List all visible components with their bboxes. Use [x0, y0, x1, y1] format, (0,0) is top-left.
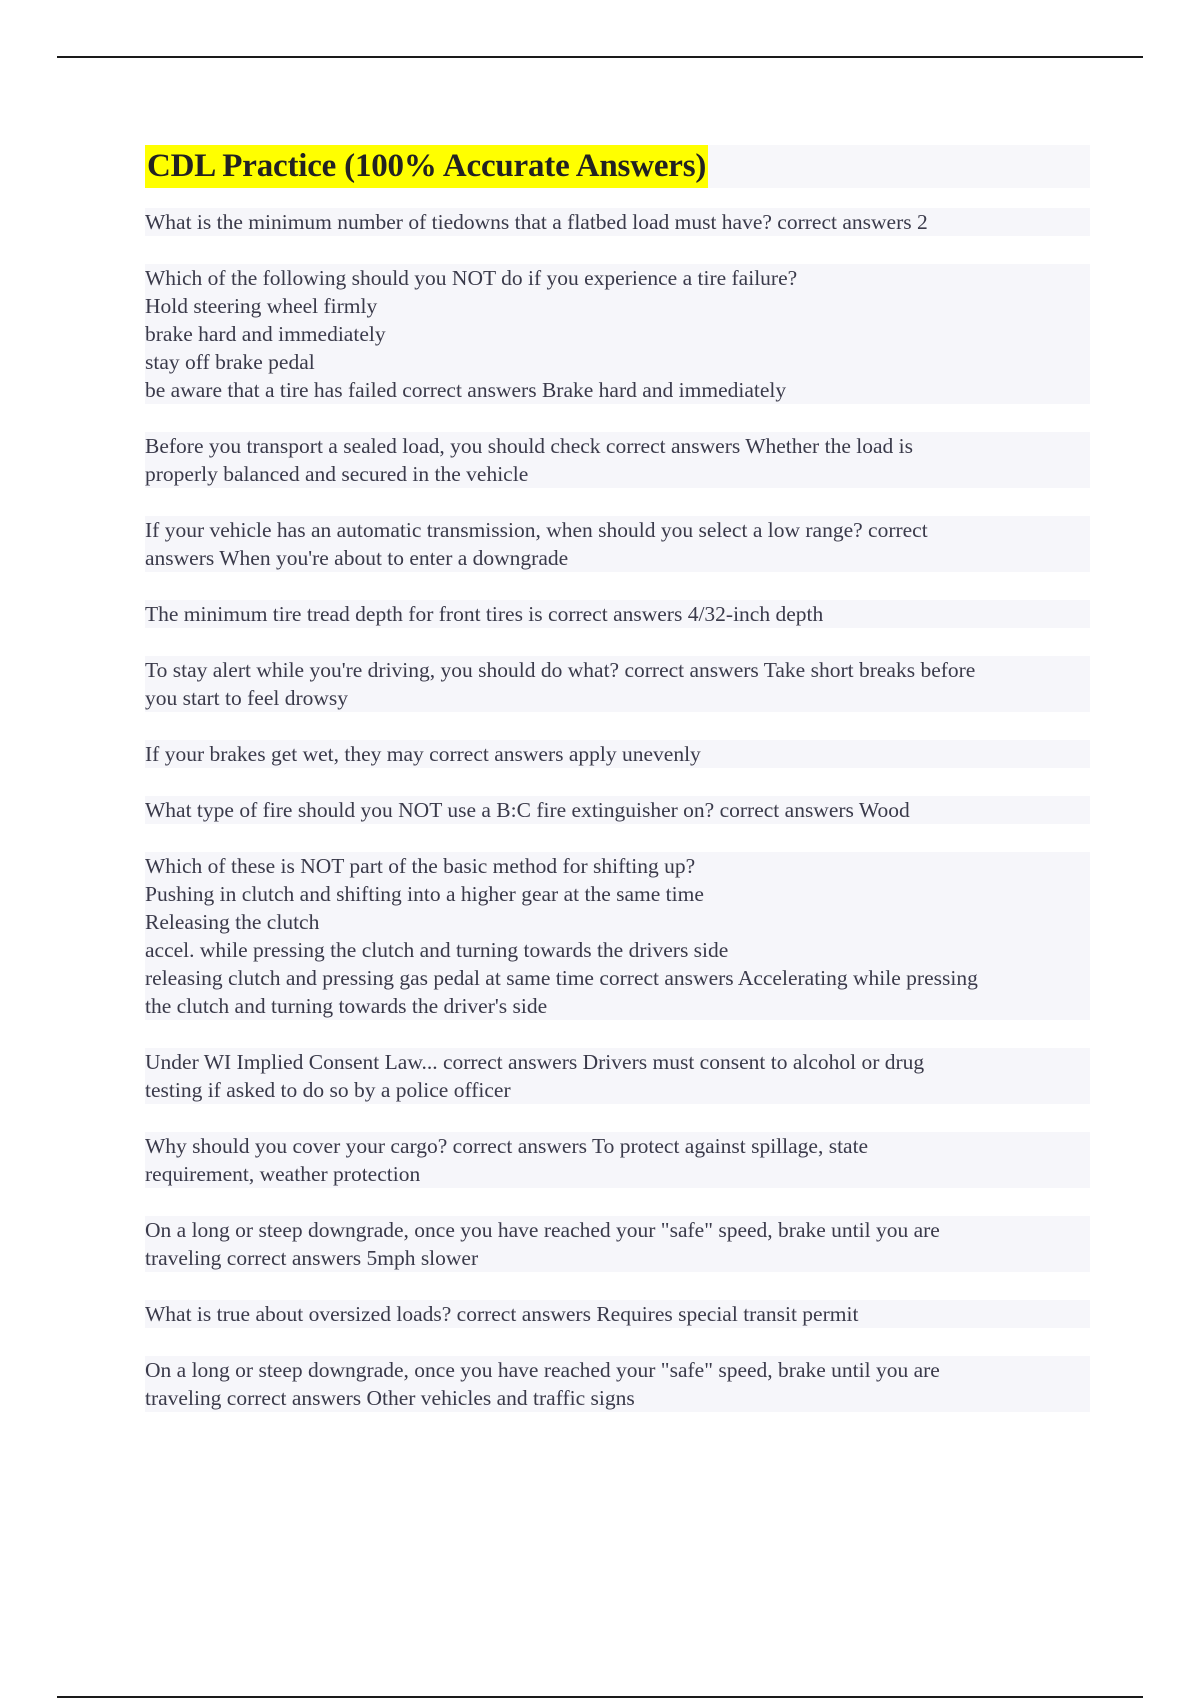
qa-item	[145, 1048, 1090, 1104]
qa-line: Hold steering wheel firmly	[145, 292, 1090, 320]
qa-item	[145, 208, 1090, 236]
qa-line: Pushing in clutch and shifting into a higher gear at the same time	[145, 880, 1090, 908]
qa-line: Why should you cover your cargo? correct answers To protect against spillage, state	[145, 1132, 1090, 1160]
qa-list	[145, 208, 1090, 1412]
qa-line: If your brakes get wet, they may correct answers apply unevenly	[145, 740, 1090, 768]
qa-line: properly balanced and secured in the vehicle	[145, 460, 1090, 488]
qa-line: Releasing the clutch	[145, 908, 1090, 936]
qa-line: traveling correct answers Other vehicles and traffic signs	[145, 1384, 1090, 1412]
qa-line: What is true about oversized loads? correct answers Requires special transit permit	[145, 1300, 1090, 1328]
qa-line: Under WI Implied Consent Law... correct answers Drivers must consent to alcohol or drug	[145, 1048, 1090, 1076]
qa-line: requirement, weather protection	[145, 1160, 1090, 1188]
qa-line: traveling correct answers 5mph slower	[145, 1244, 1090, 1272]
top-rule	[57, 56, 1143, 58]
qa-item	[145, 1300, 1090, 1328]
qa-line: you start to feel drowsy	[145, 684, 1090, 712]
qa-line: Which of these is NOT part of the basic method for shifting up?	[145, 852, 1090, 880]
qa-line: What type of fire should you NOT use a B:C fire extinguisher on? correct answers Wood	[145, 796, 1090, 824]
qa-line: answers When you're about to enter a downgrade	[145, 544, 1090, 572]
qa-item	[145, 264, 1090, 404]
qa-line: On a long or steep downgrade, once you have reached your "safe" speed, brake until you are	[145, 1356, 1090, 1384]
qa-item	[145, 796, 1090, 824]
qa-line: To stay alert while you're driving, you should do what? correct answers Take short breaks before	[145, 656, 1090, 684]
qa-line: The minimum tire tread depth for front tires is correct answers 4/32-inch depth	[145, 600, 1090, 628]
qa-line: the clutch and turning towards the driver's side	[145, 992, 1090, 1020]
qa-item	[145, 852, 1090, 1020]
qa-item	[145, 432, 1090, 488]
qa-line: Before you transport a sealed load, you should check correct answers Whether the load is	[145, 432, 1090, 460]
qa-item	[145, 600, 1090, 628]
qa-item	[145, 656, 1090, 712]
qa-item	[145, 1216, 1090, 1272]
qa-line: releasing clutch and pressing gas pedal at same time correct answers Accelerating while pressing	[145, 964, 1090, 992]
qa-item	[145, 1132, 1090, 1188]
qa-line: accel. while pressing the clutch and turning towards the drivers side	[145, 936, 1090, 964]
qa-line: Which of the following should you NOT do if you experience a tire failure?	[145, 264, 1090, 292]
qa-line: On a long or steep downgrade, once you have reached your "safe" speed, brake until you are	[145, 1216, 1090, 1244]
qa-line: stay off brake pedal	[145, 348, 1090, 376]
document-title: CDL Practice (100% Accurate Answers)	[145, 145, 708, 188]
qa-item	[145, 1356, 1090, 1412]
qa-line: be aware that a tire has failed correct answers Brake hard and immediately	[145, 376, 1090, 404]
qa-line: testing if asked to do so by a police officer	[145, 1076, 1090, 1104]
qa-line: What is the minimum number of tiedowns that a flatbed load must have? correct answers 2	[145, 208, 1090, 236]
bottom-rule	[57, 1696, 1143, 1698]
document-body	[145, 145, 1090, 1440]
title-row	[145, 145, 1090, 188]
qa-line: If your vehicle has an automatic transmission, when should you select a low range? correct	[145, 516, 1090, 544]
qa-item	[145, 516, 1090, 572]
qa-line: brake hard and immediately	[145, 320, 1090, 348]
qa-item	[145, 740, 1090, 768]
